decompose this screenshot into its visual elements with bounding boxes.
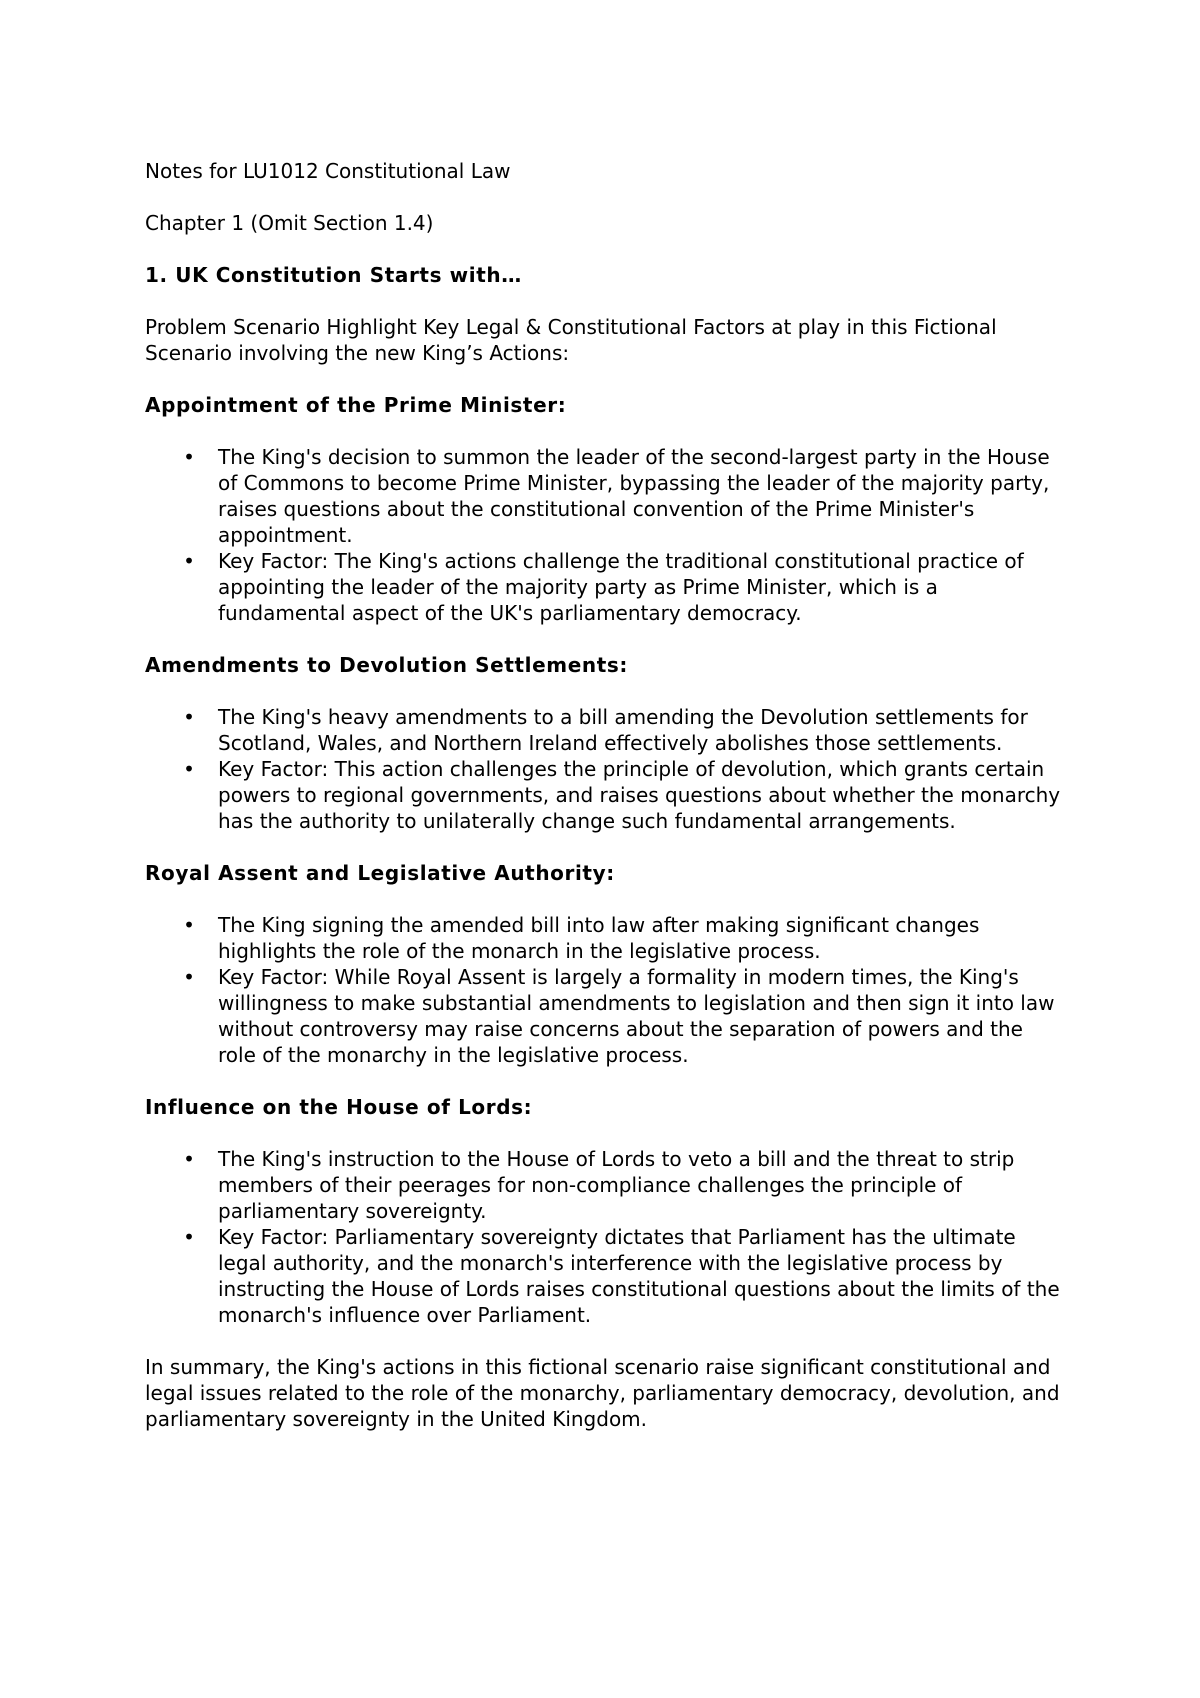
- bullet-icon: •: [183, 445, 195, 469]
- list-item: [145, 1146, 1065, 1224]
- list-item-text: The King's heavy amendments to a bill amending the Devolution settlements for Scotland, Wales, and Northern Ireland effectively abolishes those settlements.: [218, 705, 1028, 755]
- bullet-icon: •: [183, 549, 195, 573]
- list-item: [145, 548, 1065, 626]
- list-item-text: Key Factor: This action challenges the principle of devolution, which grants certain powers to regional governments, and raises questions about whether the monarchy has the authority to unilaterally change such fundamental arrangements.: [218, 757, 1061, 833]
- section-heading: 1. UK Constitution Starts with…: [145, 263, 522, 287]
- list-item-text: The King's decision to summon the leader of the second-largest party in the House of Commons to become Prime Minister, bypassing the leader of the majority party, raises questions about the constitutional convention of the Prime Minister's appointment.: [218, 445, 1050, 547]
- document-page: [145, 158, 1065, 1458]
- bullet-list-devolution: [145, 704, 1065, 834]
- list-item-text: Key Factor: Parliamentary sovereignty dictates that Parliament has the ultimate legal authority, and the monarch's interference with the legislative process by instructing the House of Lords raises constitutional questions about the limits of the monarch's influence over Parliament.: [218, 1225, 1060, 1327]
- list-item: [145, 964, 1065, 1068]
- heading-appointment-of-pm: Appointment of the Prime Minister:: [145, 393, 567, 417]
- bullet-list-appointment: [145, 444, 1065, 626]
- list-item-text: Key Factor: The King's actions challenge the traditional constitutional practice of appointing the leader of the majority party as Prime Minister, which is a fundamental aspect of the UK's parliamentary democracy.: [218, 549, 1024, 625]
- bullet-icon: •: [183, 913, 195, 937]
- bullet-icon: •: [183, 757, 195, 781]
- bullet-icon: •: [183, 705, 195, 729]
- intro-paragraph: Problem Scenario Highlight Key Legal & Constitutional Factors at play in this Fictional Scenario involving the new King’s Actions:: [145, 315, 997, 365]
- bullet-icon: •: [183, 965, 195, 989]
- heading-royal-assent: Royal Assent and Legislative Authority:: [145, 861, 615, 885]
- list-item-text: The King signing the amended bill into law after making significant changes highlights the role of the monarch in the legislative process.: [218, 913, 980, 963]
- list-item-text: The King's instruction to the House of Lords to veto a bill and the threat to strip members of their peerages for non-compliance challenges the principle of parliamentary sovereignty.: [218, 1147, 1015, 1223]
- heading-house-of-lords: Influence on the House of Lords:: [145, 1095, 533, 1119]
- bullet-list-house-of-lords: [145, 1146, 1065, 1328]
- bullet-icon: •: [183, 1147, 195, 1171]
- list-item: [145, 444, 1065, 548]
- list-item: [145, 756, 1065, 834]
- bullet-icon: •: [183, 1225, 195, 1249]
- list-item: [145, 912, 1065, 964]
- list-item-text: Key Factor: While Royal Assent is largely a formality in modern times, the King's willingness to make substantial amendments to legislation and then sign it into law without controversy may raise concerns about the separation of powers and the role of the monarchy in the legislative process.: [218, 965, 1055, 1067]
- chapter-line: Chapter 1 (Omit Section 1.4): [145, 211, 434, 235]
- list-item: [145, 1224, 1065, 1328]
- heading-devolution-amendments: Amendments to Devolution Settlements:: [145, 653, 628, 677]
- list-item: [145, 704, 1065, 756]
- bullet-list-royal-assent: [145, 912, 1065, 1068]
- document-title: Notes for LU1012 Constitutional Law: [145, 159, 511, 183]
- summary-paragraph: In summary, the King's actions in this fictional scenario raise significant constitutional and legal issues related to the role of the monarchy, parliamentary democracy, devolution, and parliamentary sovereignty in the United Kingdom.: [145, 1355, 1060, 1431]
